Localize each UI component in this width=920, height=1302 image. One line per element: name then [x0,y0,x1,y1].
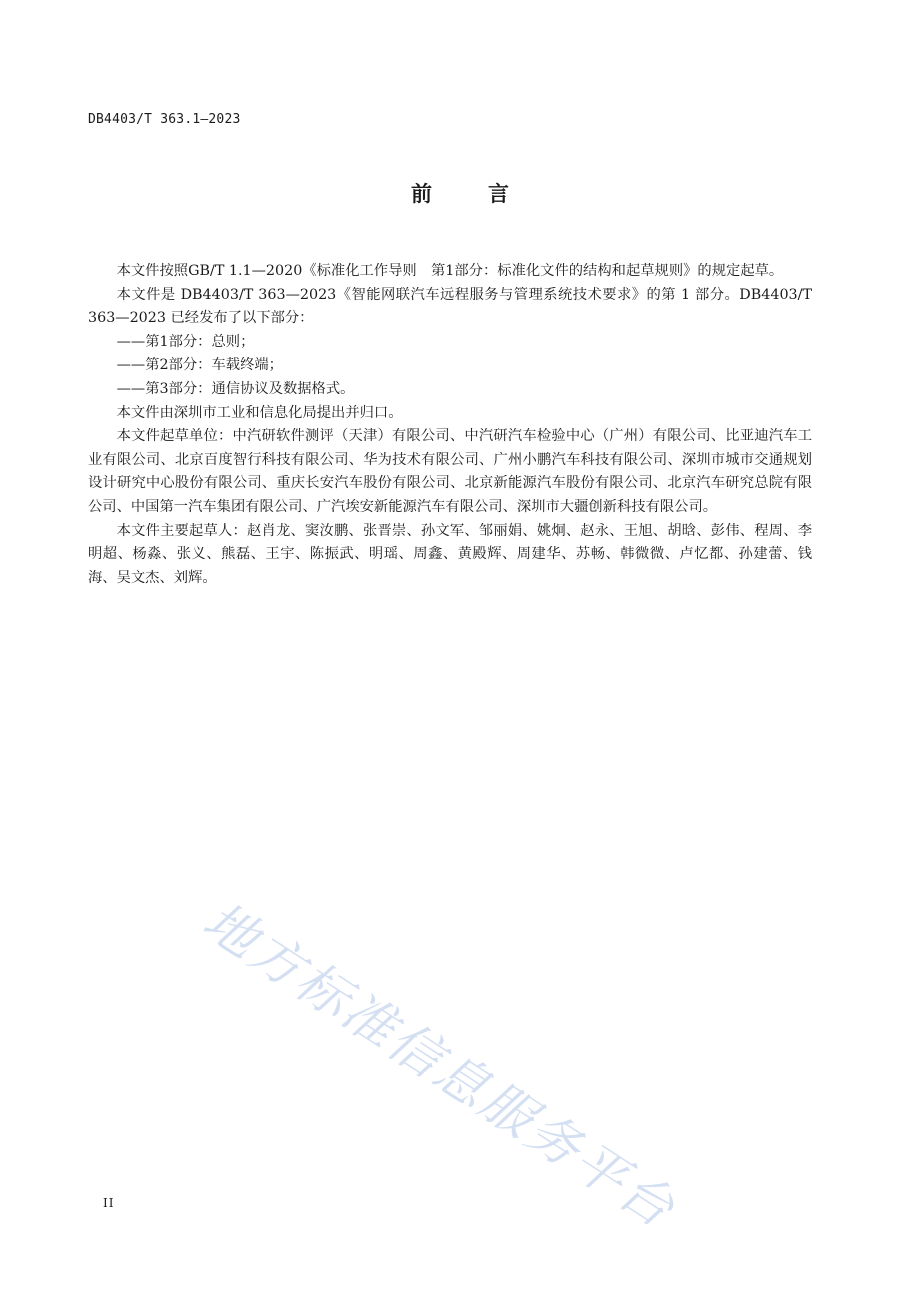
paragraph-document-part: 本文件是 DB4403/T 363—2023《智能网联汽车远程服务与管理系统技术要求》的第 1 部分。DB4403/T 363—2023 已经发布了以下部分： [88,286,812,327]
watermark: 地方标准信息服务平台 [192,890,687,1241]
list-item: ——第1部分：总则； [116,333,255,350]
paragraph-drafting-rules: 本文件按照GB/T 1.1—2020《标准化工作导则 第1部分：标准化文件的结构和起草规则》的规定起草。 [116,263,784,279]
title-char-1: 前 [411,182,432,206]
list-item: ——第2部分：车载终端； [116,357,283,374]
paragraph-proposer: 本文件由深圳市工业和信息化局提出并归口。 [116,404,403,421]
foreword-body [88,260,812,590]
page-number: II [103,1196,115,1210]
list-item: ——第3部分：通信协议及数据格式。 [116,380,355,397]
section-title [0,178,920,208]
paragraph-drafting-units: 本文件起草单位：中汽研软件测评（天津）有限公司、中汽研汽车检验中心（广州）有限公司、比亚迪汽车工业有限公司、北京百度智行科技有限公司、华为技术有限公司、广州小鹏汽车科技有限公司、深圳市城市交通规划设计研究中心股份有限公司、重庆长安汽车股份有限公司、北京新能源汽车股份有限公司、北京汽车研究总院有限公司、中国第一汽车集团有限公司、广汽埃安新能源汽车有限公司、深圳市大疆创新科技有限公司。 [88,428,812,515]
document-code: DB4403/T 363.1—2023 [88,112,241,127]
paragraph-drafters: 本文件主要起草人：赵肖龙、窦汝鹏、张晋崇、孙文军、邹丽娟、姚炯、赵永、王旭、胡晗、彭伟、程周、李明超、杨淼、张义、熊磊、王宇、陈振武、明瑶、周鑫、黄殿辉、周建华、苏畅、韩微微、卢忆都、孙建蕾、钱海、吴文杰、刘辉。 [88,522,812,586]
title-char-2: 言 [488,182,509,206]
